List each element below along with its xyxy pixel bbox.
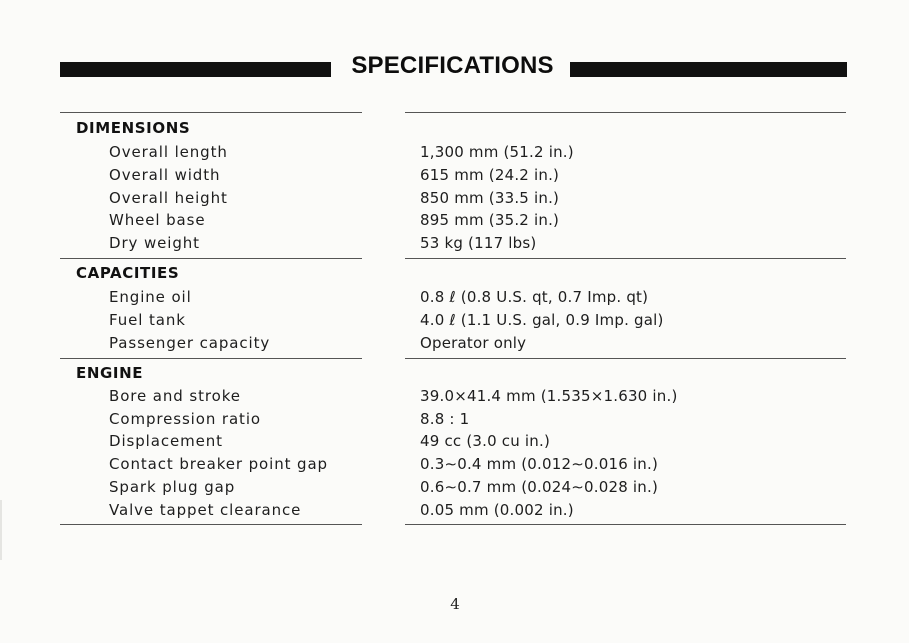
spec-label: Spark plug gap bbox=[109, 478, 236, 496]
spec-value: 850 mm (33.5 in.) bbox=[420, 189, 560, 207]
title-bar-right bbox=[570, 62, 847, 77]
spec-label: Bore and stroke bbox=[109, 387, 241, 405]
spec-label: Overall length bbox=[109, 143, 228, 161]
divider-bottom-left bbox=[60, 524, 362, 525]
spec-label: Dry weight bbox=[109, 234, 200, 252]
divider-right bbox=[405, 258, 846, 259]
spec-value: 0.8 ℓ (0.8 U.S. qt, 0.7 Imp. qt) bbox=[420, 288, 649, 306]
divider-left bbox=[60, 258, 362, 259]
spec-value: 8.8 : 1 bbox=[420, 410, 470, 428]
section-heading-engine: ENGINE bbox=[76, 364, 144, 382]
section-heading-capacities: CAPACITIES bbox=[76, 264, 180, 282]
spec-value: 895 mm (35.2 in.) bbox=[420, 211, 560, 229]
spec-value: 4.0 ℓ (1.1 U.S. gal, 0.9 Imp. gal) bbox=[420, 311, 664, 329]
page-title: SPECIFICATIONS bbox=[351, 52, 554, 79]
spec-value: 53 kg (117 lbs) bbox=[420, 234, 537, 252]
spec-label: Contact breaker point gap bbox=[109, 455, 328, 473]
spec-value: 39.0×41.4 mm (1.535×1.630 in.) bbox=[420, 387, 678, 405]
spec-value: 0.05 mm (0.002 in.) bbox=[420, 501, 574, 519]
divider-top-left bbox=[60, 112, 362, 113]
spec-label: Displacement bbox=[109, 432, 223, 450]
spec-value: 0.6∼0.7 mm (0.024∼0.028 in.) bbox=[420, 478, 659, 496]
spec-value: 49 cc (3.0 cu in.) bbox=[420, 432, 551, 450]
spec-value: Operator only bbox=[420, 334, 527, 352]
spec-value: 1,300 mm (51.2 in.) bbox=[420, 143, 574, 161]
section-heading-dimensions: DIMENSIONS bbox=[76, 119, 191, 137]
spec-value: 0.3∼0.4 mm (0.012∼0.016 in.) bbox=[420, 455, 659, 473]
scan-edge bbox=[0, 500, 2, 560]
page-number: 4 bbox=[450, 595, 460, 613]
spec-value: 615 mm (24.2 in.) bbox=[420, 166, 560, 184]
spec-label: Engine oil bbox=[109, 288, 192, 306]
title-bar-left bbox=[60, 62, 331, 77]
divider-bottom-right bbox=[405, 524, 846, 525]
spec-label: Valve tappet clearance bbox=[109, 501, 302, 519]
spec-label: Overall height bbox=[109, 189, 228, 207]
spec-label: Wheel base bbox=[109, 211, 206, 229]
divider-right bbox=[405, 358, 846, 359]
divider-left bbox=[60, 358, 362, 359]
title-row bbox=[0, 0, 909, 100]
divider-top-right bbox=[405, 112, 846, 113]
spec-label: Compression ratio bbox=[109, 410, 261, 428]
spec-label: Overall width bbox=[109, 166, 221, 184]
spec-label: Passenger capacity bbox=[109, 334, 271, 352]
spec-label: Fuel tank bbox=[109, 311, 186, 329]
